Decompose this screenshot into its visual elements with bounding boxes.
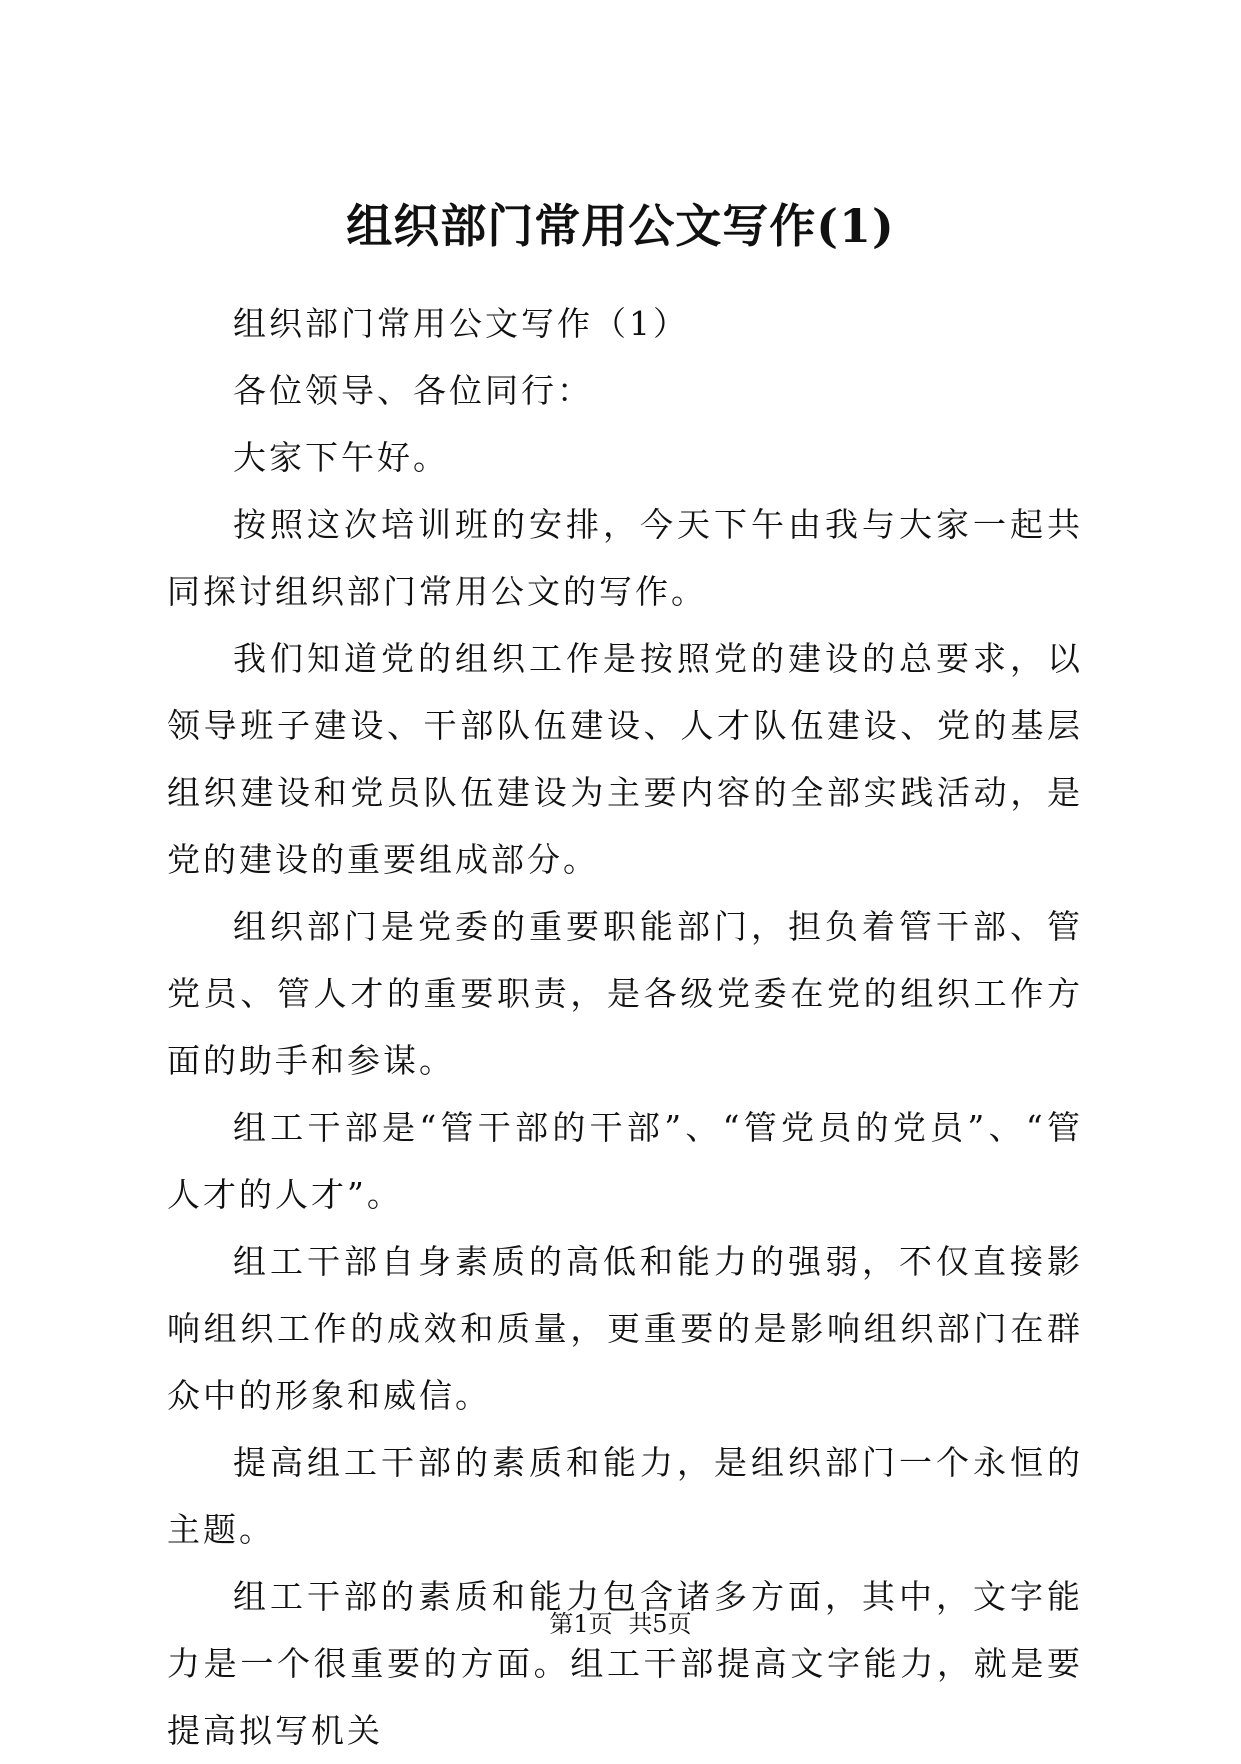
paragraph: 提高组工干部的素质和能力，是组织部门一个永恒的主题。 [167,1443,1083,1549]
paragraph: 大家下午好。 [233,438,449,477]
paragraph: 组织部门常用公文写作（1） [233,304,689,343]
paragraph: 组织部门是党委的重要职能部门，担负着管干部、管党员、管人才的重要职责，是各级党委在党的组织工作方面的助手和参谋。 [167,907,1083,1080]
paragraph: 组工干部的素质和能力包含诸多方面，其中，文字能力是一个很重要的方面。组工干部提高文字能力，就是要提高拟写机关 [167,1577,1083,1750]
document-body [167,290,1083,1764]
paragraph: 我们知道党的组织工作是按照党的建设的总要求，以领导班子建设、干部队伍建设、人才队伍建设、党的基层组织建设和党员队伍建设为主要内容的全部实践活动，是党的建设的重要组成部分。 [167,639,1083,879]
page-footer [0,1608,1241,1640]
document-title: 组织部门常用公文写作(1) [346,199,895,253]
page-total: 共5页 [628,1610,692,1638]
paragraph: 按照这次培训班的安排，今天下午由我与大家一起共同探讨组织部门常用公文的写作。 [167,505,1083,611]
paragraph: 组工干部是“管干部的干部”、“管党员的党员”、“管人才的人才”。 [167,1108,1083,1214]
paragraph: 组工干部自身素质的高低和能力的强弱，不仅直接影响组织工作的成效和质量，更重要的是影响组织部门在群众中的形象和威信。 [167,1242,1083,1415]
page-number: 第1页 [549,1610,613,1638]
paragraph: 各位领导、各位同行： [233,371,593,410]
